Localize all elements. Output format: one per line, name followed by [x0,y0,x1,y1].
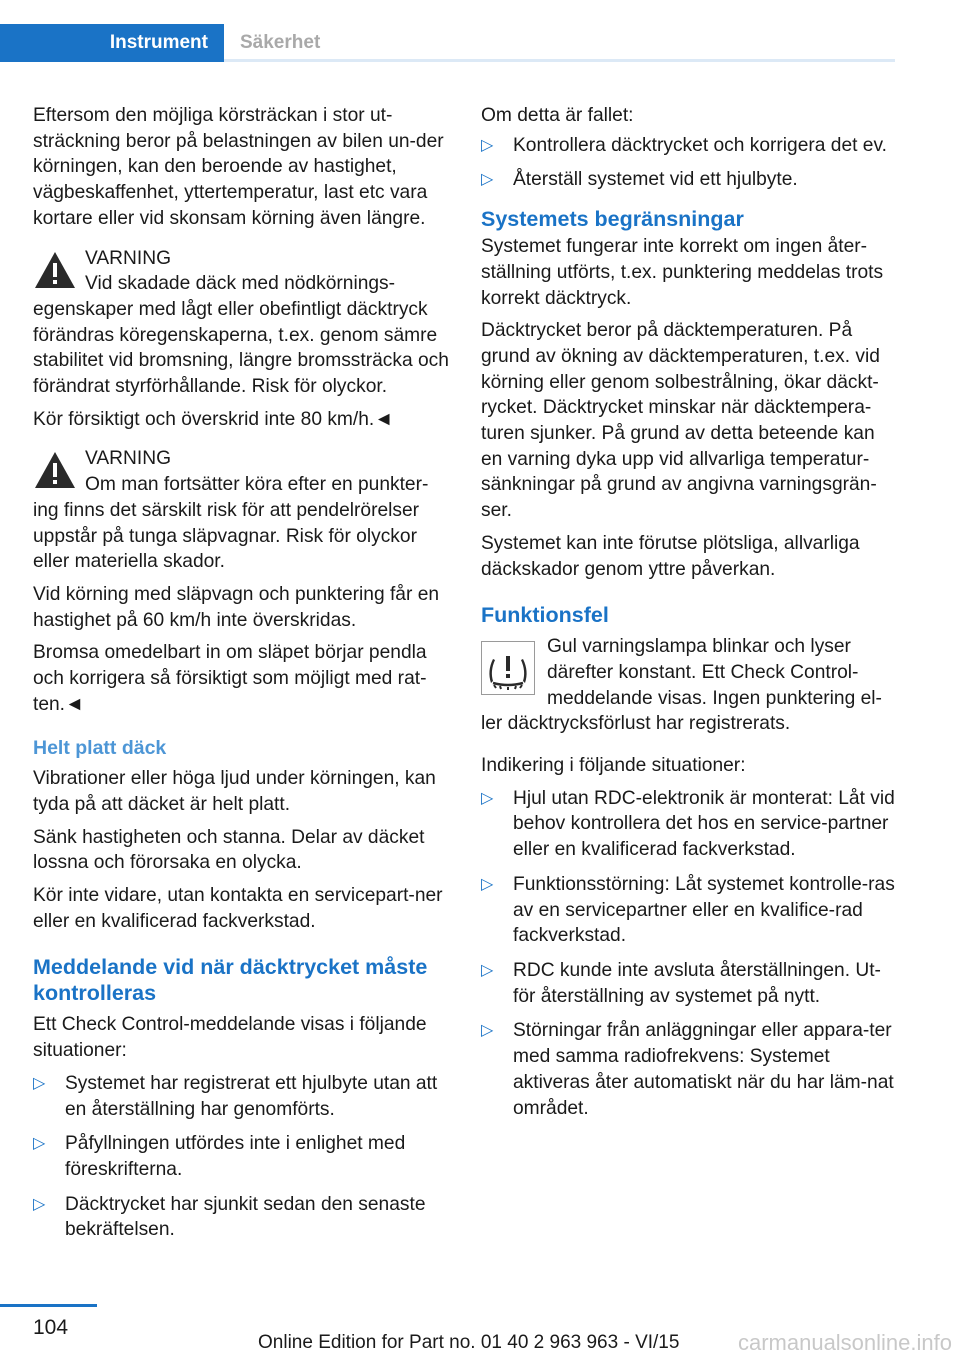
list-item: ▷ RDC kunde inte avsluta återställningen. Ut-för återställning av systemet på nytt. [481,959,881,1007]
message-list [33,1071,449,1243]
intro-paragraph: Eftersom den möjliga körsträckan i stor ut-sträckning beror på belastningen av bilen un-der körningen, kan den beroende av hastighet, vägbeskaffenhet, yttertemperatur, last etc vara kortare eller vid skonsam körning även längre. [33,105,444,229]
list-item: ▷ Kontrollera däcktrycket och korrigera det ev. [481,133,897,159]
warning-text: Om man fortsätter köra efter en punkter-ing finns det särskilt risk för att pendelrörelser uppstår på tunga släpvagnar. Risk för olyckor eller materiella skador. [33,474,429,573]
heading-malfunction: Funktionsfel [481,603,609,628]
flat-paragraph: Vibrationer eller höga ljud under körningen, kan tyda på att däcket är helt platt. [33,768,436,815]
header-tabs [0,24,895,62]
heading-flat-tire: Helt platt däck [33,737,167,760]
warning-label: VARNING [85,247,171,269]
malfunction-block [481,634,897,737]
bullet-triangle-icon: ▷ [33,1135,46,1153]
footer-accent-line [0,1304,97,1307]
bullet-triangle-icon: ▷ [481,875,494,893]
list-item: ▷ Störningar från anläggningar eller appara-ter med samma radiofrekvens: Systemet aktiveras åter automatiskt när du har läm-nat området. [481,1020,894,1119]
indication-list [481,786,897,1121]
list-item: ▷ Hjul utan RDC-elektronik är monterat: Låt vid behov kontrollera det hos en service-partner eller en kvalificerad fackverkstad. [481,787,895,861]
warning-triangle-icon [33,450,77,490]
left-column [33,103,449,1252]
warning-label: VARNING [85,448,171,470]
heading-system-limits: Systemets begränsningar [481,207,744,232]
malfunction-paragraph: Gul varningslampa blinkar och lyser därefter konstant. Ett Check Control-meddelande visas. Ingen punktering el-ler däcktrycksförlust har registrerats. [481,636,882,735]
flat-paragraph: Kör inte vidare, utan kontakta en servicepart-ner eller en kvalificerad fackverkstad. [33,884,443,932]
indication-paragraph: Indikering i följande situationer: [481,755,746,777]
heading-pressure-message: Meddelande vid när däcktrycket måste kontrolleras [33,955,428,1006]
list-item: ▷ Återställ systemet vid ett hjulbyte. [481,167,897,193]
page-number: 104 [33,1316,69,1339]
list-item: ▷ Påfyllningen utfördes inte i enlighet med föreskrifterna. [33,1133,406,1180]
list-item: ▷ Systemet har registrerat ett hjulbyte utan att en återställning har genomförts. [33,1072,438,1120]
warning-triangle-icon [33,250,77,290]
warning-text: Vid skadade däck med nödkörnings-egenskaper med lågt eller obefintligt däcktryck förändras köregenskaperna, t.ex. genom sämre stabilitet vid bromsning, längre bromssträcka och förändrat styrförhållande. Risk för olyckor. [33,273,449,398]
warning-text: Vid körning med släpvagn och punktering får en hastighet på 60 km/h inte överskridas. [33,583,440,631]
right-column [481,103,897,1130]
warning-text: Kör försiktigt och överskrid inte 80 km/h.◄ [33,408,394,430]
list-item: ▷ Funktionsstörning: Låt systemet kontrolle-ras av en servicepartner eller en kvalifice-rad fackverkstad. [481,873,895,947]
tab-underline [224,59,895,62]
tire-pressure-warning-lamp-icon [481,641,535,695]
limits-paragraph: Däcktrycket beror på däcktemperaturen. På grund av ökning av däcktemperaturen, t.ex. vid körning eller genom solbestrålning, ökar däckt-rycket. Däcktrycket minskar när däcktempera-turen sjunker. På grund av detta beteende kan en varning dyka upp vid allvarliga temperatur-sänkningar på grund av angivna varningsgrän-ser. [481,320,880,522]
limits-paragraph: Systemet kan inte förutse plötsliga, allvarliga däckskador genom yttre påverkan. [481,532,860,580]
list-item: ▷ Däcktrycket har sjunkit sedan den senaste bekräftelsen. [33,1193,426,1241]
case-list [481,133,897,193]
message-paragraph: Ett Check Control-meddelande visas i följande situationer: [33,1014,427,1062]
tab-sakerhet[interactable]: Säkerhet [240,32,321,53]
warning-text: Bromsa omedelbart in om släpet börjar pendla och korrigera så försiktigt som möjligt med rat-ten.◄ [33,642,427,715]
bullet-triangle-icon: ▷ [481,1022,494,1040]
limits-paragraph: Systemet fungerar inte korrekt om ingen åter-ställning utförts, t.ex. punktering meddelas trots korrekt däcktryck. [481,236,884,309]
bullet-triangle-icon: ▷ [33,1195,46,1213]
bullet-triangle-icon: ▷ [33,1074,46,1092]
tab-instrument[interactable]: Instrument [0,24,224,62]
watermark: carmanualsonline.info [737,1330,952,1355]
warning-block-2 [33,446,449,717]
bullet-triangle-icon: ▷ [481,136,494,154]
bullet-triangle-icon: ▷ [481,961,494,979]
warning-block-1 [33,246,449,433]
edition-text: Online Edition for Part no. 01 40 2 963 963 - VI/15 [258,1332,680,1353]
flat-paragraph: Sänk hastigheten och stanna. Delar av däcket lossna och förorsaka en olycka. [33,826,425,874]
bullet-triangle-icon: ▷ [481,789,494,807]
bullet-triangle-icon: ▷ [481,171,494,189]
case-paragraph: Om detta är fallet: [481,105,634,126]
